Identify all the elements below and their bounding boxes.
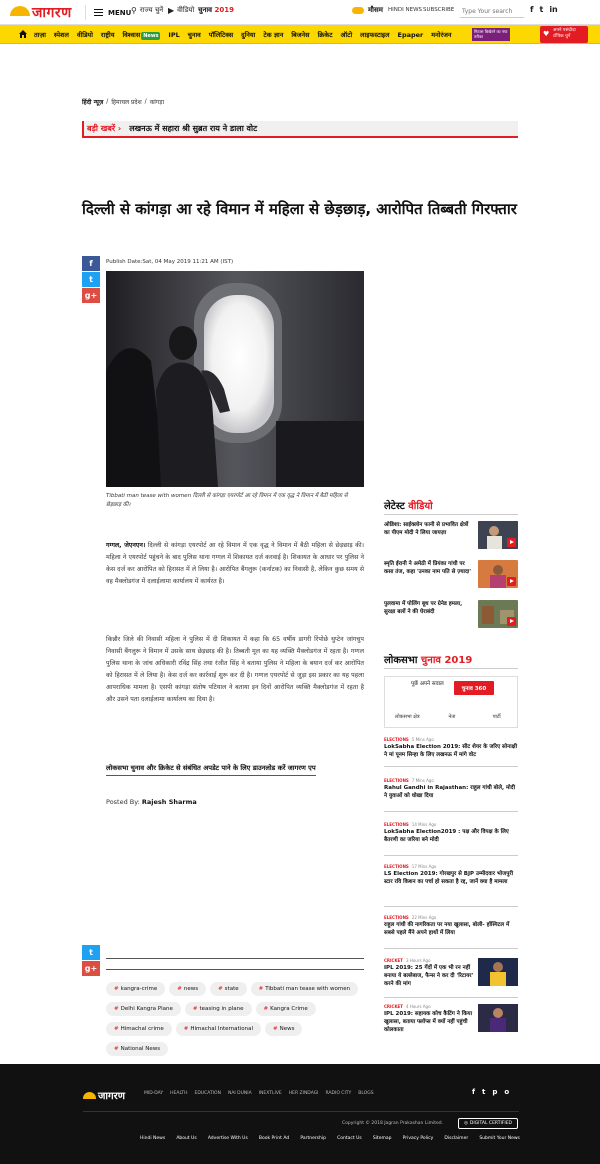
tag-item[interactable]: # Tibbati man tease with women (251, 982, 359, 996)
footer-bottom-link[interactable]: Contact Us (337, 1136, 362, 1141)
footer-bottom-link[interactable]: Book Print Ad (258, 1136, 290, 1141)
divider (106, 969, 364, 970)
footer-link[interactable]: EDUCATION (194, 1091, 221, 1096)
posted-by (106, 798, 197, 806)
news-category: ELECTIONS 7 Mins Ago (384, 778, 434, 783)
tag-item[interactable]: # news (169, 982, 206, 996)
news-category: CRICKET 4 Hours Ago (384, 1004, 431, 1009)
tag-item[interactable]: # News (265, 1022, 302, 1036)
footer (0, 1064, 600, 1164)
divider (384, 906, 518, 907)
heart-icon: ♥ (543, 30, 550, 38)
jagran-logo[interactable] (10, 4, 72, 21)
nav-item-auto[interactable]: ऑटो (340, 31, 353, 39)
footer-link[interactable]: RADIO CITY (325, 1091, 352, 1096)
footer-link[interactable]: NAI DUNIA (227, 1091, 252, 1096)
breadcrumb-home[interactable]: हिंदी न्यूज़ (82, 99, 104, 106)
news-category: ELECTIONS 17 Mins Ago (384, 864, 437, 869)
divider (384, 997, 518, 998)
sun-logo-icon (83, 1092, 96, 1099)
tag-item[interactable]: # Himachal International (176, 1022, 261, 1036)
loksabha-title: लोकसभा चुनाव 2019 (384, 655, 473, 666)
footer-network-links (144, 1091, 374, 1096)
search-input[interactable] (460, 6, 524, 18)
googleplus-share-button[interactable] (82, 288, 100, 303)
divider (384, 514, 518, 515)
video-title: पुलवामा में पोलिंग बूथ पर ग्रेनेड हमला, सुरक्षा बलों ने की घेराबंदी (384, 601, 463, 615)
breadcrumb-state[interactable]: हिमाचल प्रदेश (111, 99, 142, 106)
video-item[interactable] (384, 560, 518, 590)
tag-item[interactable]: # kangra-crime (106, 982, 165, 996)
play-icon (507, 577, 516, 586)
main-nav (0, 25, 600, 44)
footer-bottom-link[interactable]: Advertise With Us (207, 1136, 248, 1141)
weather-cloud-icon (352, 7, 364, 14)
nav-items (34, 25, 452, 44)
footer-social (472, 1088, 509, 1096)
divider (384, 855, 518, 856)
paragraph-1-text: दिल्ली से कांगड़ा एयरपोर्ट आ रहे विमान में एक वृद्ध ने विमान में बैठी महिला से छेड़छाड़ की। महिला ने एयरपोर्ट पहुंचने के बाद पुलिस थाना गग्गल में शिकायत दर्ज करवाई है। शिकायत के आधार पर पुलिस ने केस दर्ज कर आरोपित को हिरासत में ले लिया है। आरोपित बैंगलुरू (कर्नाटक) का निवासी है, लेकिन कुछ समय से वह मैक्लोडगंज में दलाईलामा कार्यालय में कार्यरत है। (106, 542, 364, 585)
footer-bottom-link[interactable]: About Us (176, 1136, 197, 1141)
breadcrumb (82, 98, 164, 106)
sun-logo-icon (10, 6, 30, 16)
divider (384, 948, 518, 949)
vishwas-label: विश्वास (122, 31, 141, 39)
election-news-item[interactable] (384, 822, 518, 844)
news-category: ELECTIONS 14 Mins Ago (384, 822, 437, 827)
top-bar (0, 0, 600, 25)
state-label: राज्य चुनें (139, 6, 164, 14)
photo-caption: Tibbati man tease with women दिल्ली से कांगड़ा एयरपोर्ट आ रहे विमान में एक वृद्ध ने विमान में बैठी महिला से छेड़छाड़ की। (106, 493, 348, 508)
news-title: IPL 2019: 25 गेंदों में एक भी रन नहीं बनाया ये बल्लेबाज, फैन्स ने कर दी 'रिटायर' करने की मांग (384, 965, 474, 987)
tag-item[interactable]: # teasing in plane (185, 1002, 252, 1016)
breaking-label: बड़ी खबरें › (87, 124, 122, 133)
footer-bottom-link[interactable]: Sitemap (372, 1136, 392, 1141)
googleplus-share-bottom-button[interactable] (82, 961, 100, 976)
twitter-icon: t (89, 275, 93, 284)
poll-question[interactable]: पूछें अपने सवाल (411, 681, 444, 687)
video-item[interactable] (384, 600, 518, 630)
nav-item-cricket[interactable]: क्रिकेट (317, 31, 333, 39)
play-icon (507, 617, 516, 626)
news-category: ELECTIONS 5 Mins Ago (384, 737, 434, 742)
news-title: राहुल गांधी की नागरिकता पर नया खुलासा, बोली- हॉस्पिटल में सबसे पहले मैंने अपने हाथों में लिया (384, 922, 510, 936)
googleplus-icon: g+ (84, 964, 98, 973)
tag-item[interactable]: # state (210, 982, 247, 996)
linkedin-icon[interactable]: in (549, 5, 558, 14)
news-thumbnail (478, 958, 518, 986)
tag-item[interactable]: # Delhi Kangra Plane (106, 1002, 181, 1016)
chunav-360-logo[interactable]: चुनाव 360 (454, 681, 494, 695)
video-link[interactable] (168, 6, 194, 15)
breadcrumb-sep: / (144, 98, 147, 105)
subscribe-link[interactable]: SUBSCRIBE (423, 7, 455, 13)
twitter-share-bottom-button[interactable] (82, 945, 100, 960)
breaking-text[interactable]: लखनऊ में सहारा श्री सुब्रत राय ने डाला वोट (129, 124, 258, 133)
nav-item-politics[interactable]: पॉलिटिक्स (208, 31, 234, 39)
nav-item-entertainment[interactable]: मनोरंजन (431, 31, 452, 39)
footer-link[interactable]: HEALTH (170, 1091, 188, 1096)
copyright: Copyright © 2018 Jagran Prakashan Limited. (342, 1121, 444, 1126)
news-title: LokSabha Election 2019: सीट शेयर के जरिए सोनाक्षी ने मां पूनम सिन्हा के लिए लखनऊ में मांगे वोट (384, 744, 518, 758)
cricket-news-item[interactable] (384, 958, 518, 988)
tab-constituency[interactable]: लोकसभा क्षेत्र (395, 714, 420, 720)
choose-topic-button[interactable] (540, 26, 588, 43)
footer-bottom-link[interactable]: Privacy Policy (402, 1136, 434, 1141)
breadcrumb-city[interactable]: कांगड़ा (149, 99, 165, 106)
facebook-icon: f (89, 259, 93, 268)
footer-bottom-link[interactable]: Partnership (300, 1136, 326, 1141)
news-category: CRICKET 3 Hours Ago (384, 958, 431, 963)
divider (106, 958, 364, 959)
dateline: गग्गल, जेएनएन। (106, 542, 146, 549)
news-title: LokSabha Election2019 : पक्ष और विपक्ष के लिए बैतरणी का जरिया बने मोदी (384, 829, 509, 843)
chunav-year: 2019 (214, 6, 234, 14)
footer-logo-text: जागरण (98, 1091, 125, 1102)
video-label: वीडियो (177, 6, 195, 14)
play-circle-icon: ▶ (168, 6, 175, 15)
digital-certified-badge[interactable] (458, 1118, 518, 1129)
news-title: IPL 2019: सहायक कोच कैटिंग ने किया खुलासा, बताया फ्लॉप्स में क्यों नहीं पहुंची कोलकाता (384, 1011, 473, 1033)
article-headline: दिल्ली से कांगड़ा आ रहे विमान में महिला से छेड़छाड़, आरोपित तिब्बती गिरफ्तार (82, 200, 517, 218)
video-title: ओडिशा: साईक्लोन फानी से प्रभावित क्षेत्रों का पीएम मोदी ने लिया जायज़ा (384, 522, 469, 536)
news-title: LS Election 2019: गोरखपुर से BJP उम्मीदवार भोजपुरी स्टार रवि किशन का पर्चा हो सकता है रद्द, जानें क्या है मामला (384, 871, 514, 885)
posted-label: Posted By: (106, 798, 140, 806)
latest-video-title: लेटेस्ट वीडियो (384, 501, 433, 512)
nav-item-vishwas[interactable] (122, 30, 160, 39)
chunav-360-widget (384, 676, 518, 728)
footer-bottom-link[interactable]: Submit Your News (479, 1136, 520, 1141)
cricket-news-item[interactable] (384, 1004, 518, 1034)
tab-party[interactable]: पार्टी (492, 714, 501, 720)
article-paragraph-1 (106, 540, 364, 588)
weather-label: मौसम (368, 6, 383, 14)
tag-item[interactable]: # Himachal crime (106, 1022, 172, 1036)
video-title: स्मृति ईरानी ने अमेठी में प्रियंका गांधी पर कसा तंज, कहा 'उनका नाम पति से ज़्यादा' (384, 561, 472, 575)
twitter-icon: t (89, 948, 93, 957)
footer-link[interactable]: MID-DAY (144, 1091, 164, 1096)
divider (384, 766, 518, 767)
video-thumbnail (478, 600, 518, 628)
article-paragraph-2: किन्नौर जिले की निवासी महिला ने पुलिस में दी शिकायत में कहा कि 65 वर्षीय डागरी रिंपोछे थुप्टेन जांगचुप निवासी बैंगलुरू ने विमान में उसके साथ छेड़छाड़ की है। तिब्बती मूल का यह व्यक्ति मैक्लोडगंज में रहता है। गग्गल पुलिस थाना के जांच अधिकारी रविंद्र सिंह तथा रंजीत सिंह ने बताया पुलिस ने महिला के बयान दर्ज कर आरोपित को हिरासत में ले लिया है। केस दर्ज कर कार्रवाई शुरू कर दी है। गग्गल एयरपोर्ट से जुड़ा इस प्रकार का यह पहला आपराधिक मामला है। एसपी कांगड़ा संतोष पटियाल ने बताया इन दिनों आरोपित व्यक्ति मैक्लोडगंज में रहता है और उसने पता दलाईलामा कार्यालय का दिया है। (106, 636, 364, 703)
footer-link[interactable]: BLOGS (358, 1091, 374, 1096)
footer-bottom-links (140, 1136, 520, 1141)
tag-item[interactable]: # Kangra Crime (256, 1002, 316, 1016)
twitter-icon[interactable]: t (539, 5, 544, 14)
author-name[interactable]: Rajesh Sharma (141, 798, 197, 806)
state-select[interactable] (131, 6, 163, 15)
nav-item-video[interactable]: वीडियो (76, 31, 93, 39)
weather-link[interactable] (352, 6, 383, 15)
certified-icon: ◎ (463, 1121, 468, 1126)
cert-label: DIGITAL CERTIFIED (469, 1121, 513, 1126)
tab-leader[interactable]: नेता (448, 714, 456, 720)
hamburger-icon (94, 9, 103, 16)
nav-ad[interactable]: मिठास बिखेरने का नया तरीका (472, 28, 510, 41)
facebook-icon[interactable]: f (472, 1088, 476, 1096)
menu-label: MENU (108, 8, 132, 17)
election-news-item[interactable] (384, 737, 518, 759)
article-photo (106, 271, 364, 487)
hindi-news-link[interactable]: HINDI NEWS (388, 7, 422, 13)
footer-link[interactable]: HER ZINDAGI (288, 1091, 319, 1096)
divider (384, 668, 518, 669)
news-thumbnail (478, 1004, 518, 1032)
tag-list (106, 982, 366, 1056)
news-badge: News (143, 33, 159, 39)
election-news-item[interactable] (384, 864, 518, 886)
nav-item-national[interactable]: राष्ट्रीय (100, 31, 115, 39)
breaking-news-ticker (82, 121, 518, 138)
breadcrumb-sep: / (106, 98, 109, 105)
chunav-label: चुनाव (198, 6, 213, 14)
instagram-icon[interactable]: o (504, 1088, 510, 1096)
app-download-link[interactable]: लोकसभा चुनाव और क्रिकेट से संबंधित अपडेट पाने के लिए डाउनलोड करें जागरण एप (106, 763, 316, 776)
divider (83, 1111, 519, 1112)
nav-item-taza[interactable]: ताज़ा (34, 31, 46, 39)
nav-item-chunav[interactable]: चुनाव (187, 31, 201, 39)
video-thumbnail (478, 560, 518, 588)
menu-button[interactable] (85, 5, 131, 20)
twitter-share-button[interactable] (82, 272, 100, 287)
facebook-share-button[interactable] (82, 256, 100, 271)
location-pin-icon: ⚲ (131, 6, 137, 15)
choose-topic-label: अपने पसंदीदा टॉपिक चुनें (553, 28, 576, 39)
poll-tabs (385, 714, 519, 720)
footer-link[interactable]: INEXTLIVE (258, 1091, 282, 1096)
divider (384, 811, 518, 812)
publish-date: Publish Date:Sat, 04 May 2019 11:21 AM (IST) (106, 259, 234, 265)
chunav-link[interactable] (198, 6, 234, 15)
footer-bottom-link[interactable]: Disclaimer (444, 1136, 469, 1141)
nav-item-lifestyle[interactable]: लाइफस्टाइल (360, 31, 390, 39)
logo-text: जागरण (32, 5, 72, 21)
footer-bottom-link[interactable]: Hindi News (140, 1136, 166, 1141)
nav-item-tech[interactable]: टेक ज्ञान (263, 31, 284, 39)
nav-item-ipl[interactable]: IPL (168, 30, 180, 39)
video-item[interactable] (384, 521, 518, 551)
news-category: ELECTIONS 22 Mins Ago (384, 915, 437, 920)
facebook-icon[interactable]: f (530, 5, 534, 14)
home-icon[interactable] (18, 29, 28, 39)
nav-item-world[interactable]: दुनिया (241, 31, 256, 39)
nav-item-epaper[interactable]: Epaper (397, 30, 424, 39)
googleplus-icon: g+ (84, 291, 98, 300)
nav-item-business[interactable]: बिजनेस (291, 31, 310, 39)
play-icon (507, 538, 516, 547)
video-thumbnail (478, 521, 518, 549)
footer-logo[interactable] (83, 1088, 125, 1102)
news-title: Rahul Gandhi in Rajasthan: राहुल गांधी बोले, मोदी ने युवाओं को धोखा दिया (384, 785, 516, 799)
twitter-icon[interactable]: t (482, 1088, 486, 1096)
election-news-item[interactable] (384, 778, 518, 800)
tag-item[interactable]: # National News (106, 1042, 168, 1056)
nav-item-special[interactable]: स्पेशल (53, 31, 69, 39)
pinterest-icon[interactable]: p (492, 1088, 498, 1096)
header-social (530, 5, 558, 14)
election-news-item[interactable] (384, 915, 518, 937)
